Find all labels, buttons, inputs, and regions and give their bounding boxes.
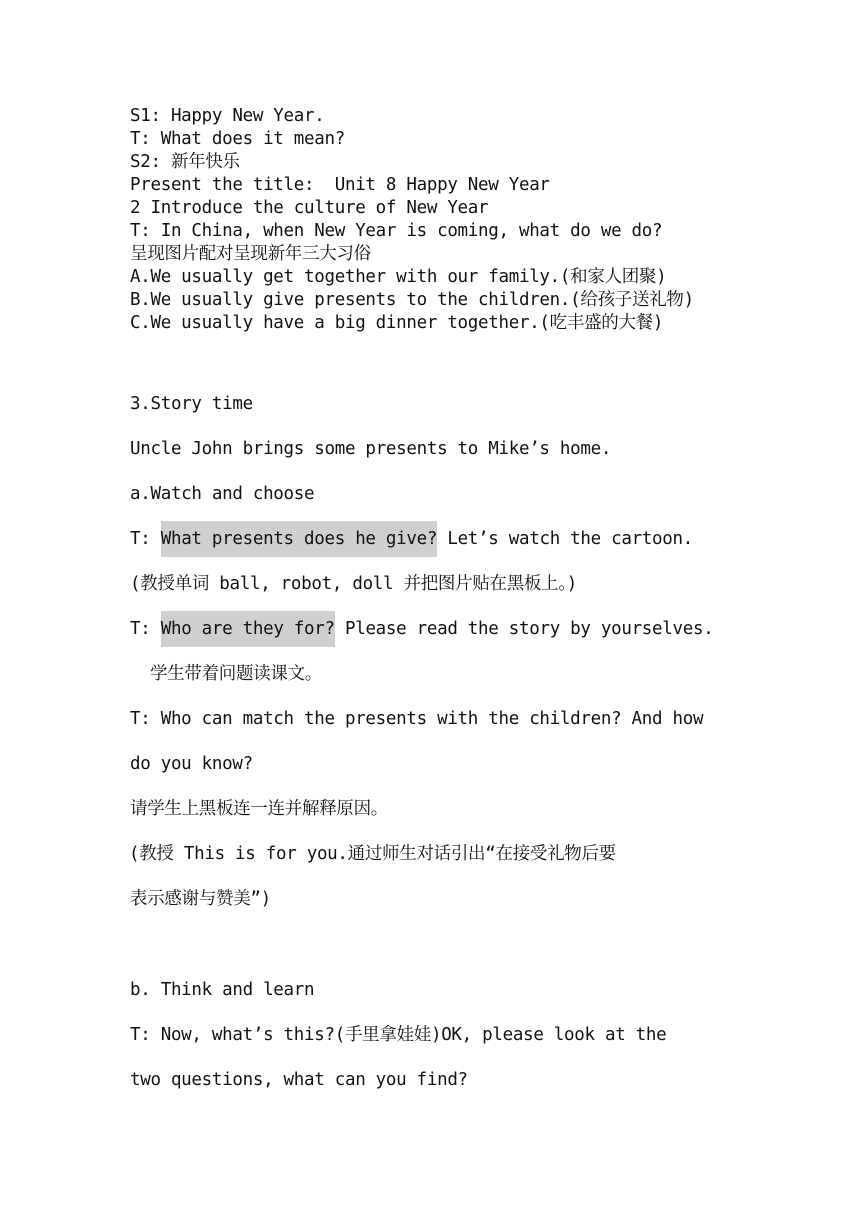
line-uncle-john: Uncle John brings some presents to Mike’s home. (130, 439, 612, 459)
line-who-for (130, 617, 713, 641)
highlighted-question: Who are they for? (161, 611, 335, 647)
line-prefix: T: (130, 529, 161, 549)
heading-think-learn: b. Think and learn (130, 980, 315, 1000)
heading-watch-choose: a.Watch and choose (130, 484, 315, 504)
line-suffix: Please read the story by yourselves. (334, 619, 714, 639)
line-t-meaning: T: What does it mean? (130, 129, 345, 149)
line-picture-match: 呈现图片配对呈现新年三大习俗 (130, 244, 371, 264)
line-whats-this: T: Now, what’s this?(手里拿娃娃)OK, please look at the (130, 1025, 667, 1045)
line-introduce-culture: 2 Introduce the culture of New Year (130, 198, 489, 218)
line-what-presents (130, 527, 693, 551)
line-who-can-match: T: Who can match the presents with the children? And how (130, 709, 704, 729)
heading-story-time: 3.Story time (130, 394, 253, 414)
line-prefix: T: (130, 619, 161, 639)
line-board-match: 请学生上黑板连一连并解释原因。 (130, 799, 388, 819)
highlighted-question: What presents does he give? (161, 521, 437, 557)
line-in-china: T: In China, when New Year is coming, what do we do? (130, 221, 663, 241)
line-present-title: Present the title: Unit 8 Happy New Year (130, 175, 550, 195)
line-do-you-know: do you know? (130, 754, 253, 774)
line-two-questions: two questions, what can you find? (130, 1070, 468, 1090)
line-teach-words: (教授单词 ball, robot, doll 并把图片贴在黑板上。) (130, 574, 578, 594)
line-students-read: 学生带着问题读课文。 (150, 664, 322, 684)
line-custom-b: B.We usually give presents to the children.(给孩子送礼物) (130, 290, 694, 310)
line-custom-a: A.We usually get together with our family.(和家人团聚) (130, 267, 667, 287)
line-suffix: Let’s watch the cartoon. (437, 529, 693, 549)
line-custom-c: C.We usually have a big dinner together.(吃丰盛的大餐) (130, 313, 664, 333)
line-s1: S1: Happy New Year. (130, 106, 325, 126)
line-teach-this-is: (教授 This is for you.通过师生对话引出“在接受礼物后要 (129, 844, 616, 864)
line-s2: S2: 新年快乐 (130, 152, 240, 172)
line-thanks-praise: 表示感谢与赞美”) (130, 889, 271, 909)
